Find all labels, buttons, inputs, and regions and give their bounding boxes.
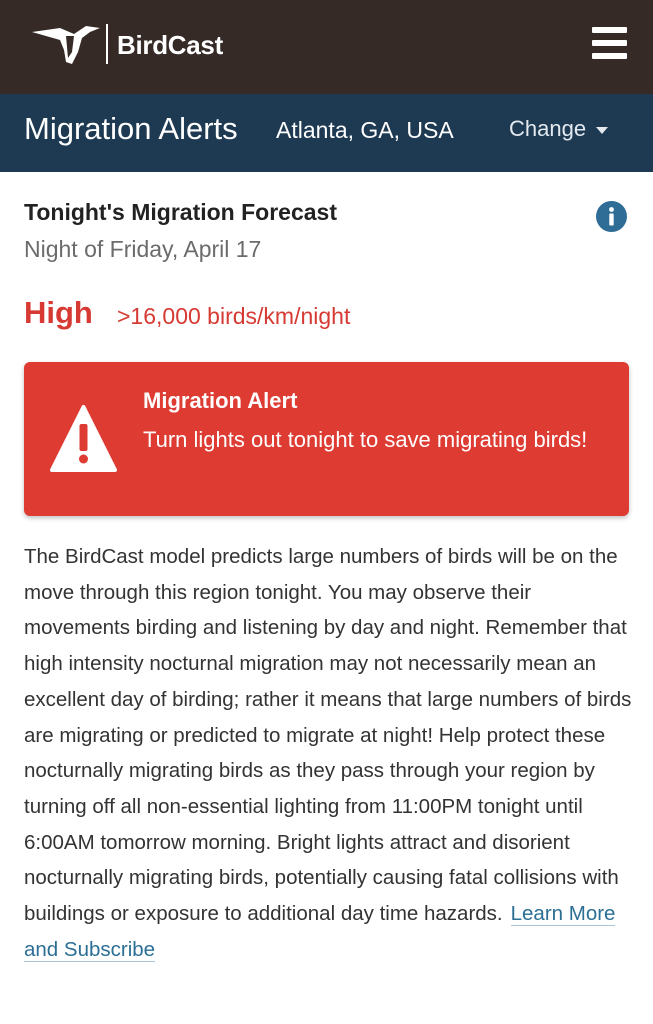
hamburger-menu-icon[interactable] <box>592 27 627 59</box>
caret-down-icon <box>596 127 608 134</box>
info-icon[interactable] <box>596 201 627 232</box>
migration-rate: >16,000 birds/km/night <box>117 303 351 329</box>
alert-heading: Migration Alert <box>143 388 298 413</box>
page-title: Migration Alerts <box>24 111 238 146</box>
forecast-description <box>24 539 634 967</box>
location-label: Atlanta, GA, USA <box>276 117 454 143</box>
brand-name[interactable]: BirdCast <box>117 30 223 60</box>
top-header <box>0 0 653 94</box>
forecast-date: Night of Friday, April 17 <box>24 236 262 262</box>
change-location-button[interactable] <box>509 116 608 142</box>
forecast-title: Tonight's Migration Forecast <box>24 199 337 225</box>
alert-message: Turn lights out tonight to save migrating birds! <box>143 427 588 452</box>
description-text: The BirdCast model predicts large numbers of birds will be on the move through this region tonight. You may observe their movements birding and listening by day and night. Remember that high intensity nocturnal migration may not necessarily mean an excellent day of birding; rather it means that large numbers of birds are migrating or predicted to migrate at night! Help protect these nocturnally migrating birds as they pass through your region by turning off all non-essential lighting from 11:00PM tonight until 6:00AM tomorrow morning. Bright lights attract and disorient nocturnally migrating birds, potentially causing fatal collisions with buildings or exposure to additional day time hazards. <box>24 545 632 926</box>
bird-logo-icon[interactable] <box>30 22 106 66</box>
learn-more-link[interactable]: Learn More and Subscribe <box>24 902 616 961</box>
logo-divider <box>106 24 108 64</box>
warning-triangle-icon <box>50 404 117 473</box>
migration-level: High <box>24 295 93 330</box>
change-location-label: Change <box>509 116 587 141</box>
